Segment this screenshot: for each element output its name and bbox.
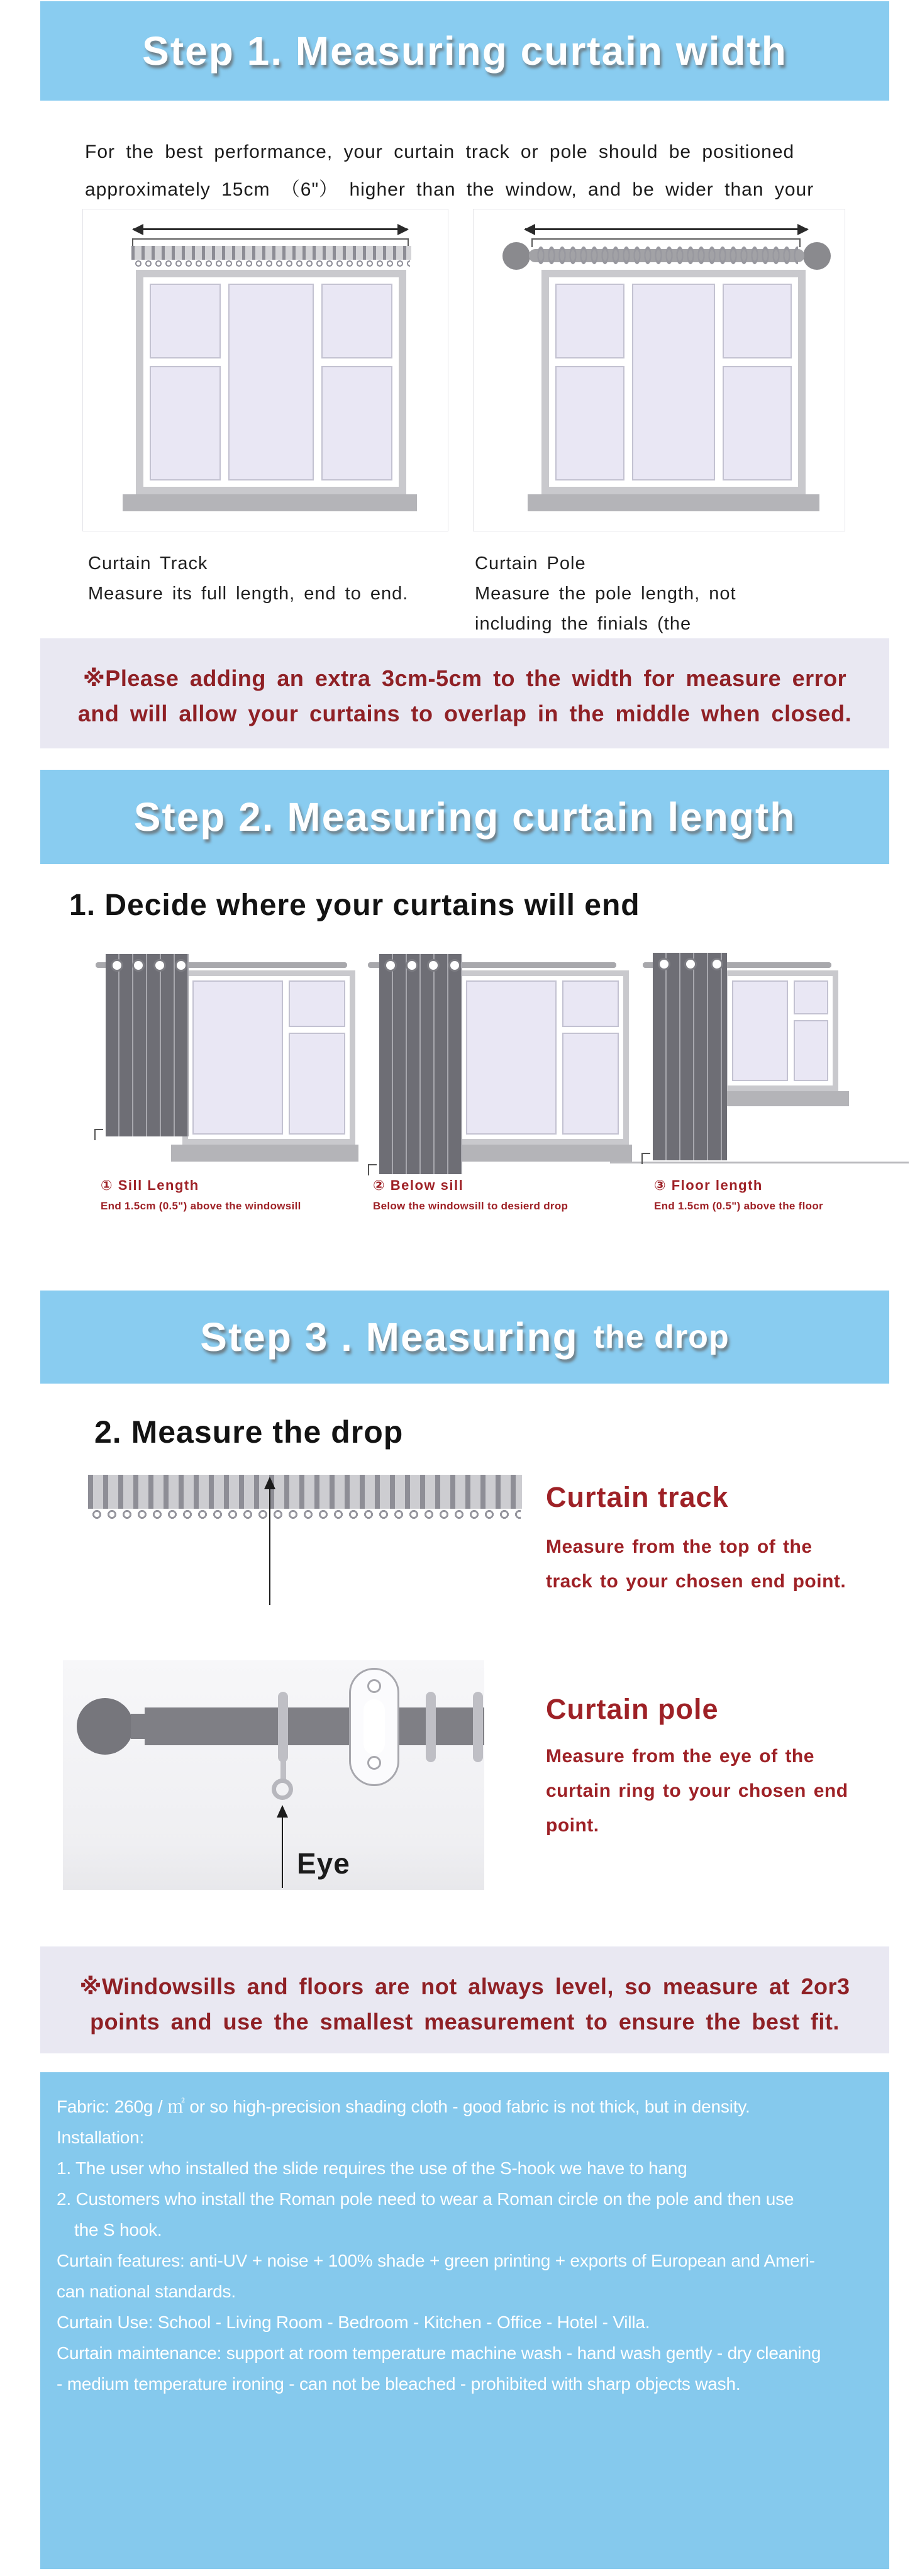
window-pane bbox=[228, 284, 314, 480]
floor-line bbox=[610, 1162, 909, 1163]
step3-banner-title: Step 3 . Measuring bbox=[200, 1314, 579, 1360]
pole-caption bbox=[475, 548, 736, 639]
pole-finial bbox=[502, 242, 530, 270]
step1-banner bbox=[40, 1, 889, 101]
window-pane bbox=[723, 284, 792, 358]
pole-caption-body-line2: including the finials (the bbox=[475, 614, 692, 634]
curtain-panel bbox=[653, 953, 727, 1160]
window-pane bbox=[150, 366, 221, 480]
track-drop-body bbox=[546, 1530, 846, 1599]
curtain-pole-diagram bbox=[473, 209, 845, 531]
measure-mark bbox=[641, 1153, 650, 1164]
grommet bbox=[406, 959, 418, 972]
pole-drop-title: Curtain pole bbox=[546, 1693, 719, 1725]
window-illustration bbox=[722, 970, 838, 1091]
window-pane bbox=[466, 980, 557, 1135]
bracket-slot bbox=[363, 1699, 385, 1755]
eye-arrow-icon bbox=[282, 1818, 283, 1888]
track-drop-line1: Measure from the top of the bbox=[546, 1536, 813, 1557]
measure-mark bbox=[368, 1164, 377, 1175]
footer-line-maintenance-2: - medium temperature ironing - can not be bleached - prohibited with sharp objects wash. bbox=[57, 2374, 741, 2394]
sill-length-desc: End 1.5cm (0.5") above the windowsill bbox=[101, 1200, 301, 1212]
step1-banner-title: Step 1. Measuring curtain width bbox=[142, 28, 787, 74]
sill-length-caption bbox=[101, 1177, 301, 1213]
curtain-panel bbox=[379, 954, 462, 1174]
windowsill bbox=[528, 494, 819, 511]
window-pane bbox=[289, 1033, 345, 1135]
below-sill-scene bbox=[362, 940, 632, 1179]
window-pane bbox=[794, 980, 828, 1014]
pole-caption-body-line1: Measure the pole length, not bbox=[475, 584, 736, 604]
window-pane bbox=[632, 284, 715, 480]
track-drop-title: Curtain track bbox=[546, 1481, 729, 1513]
grommet bbox=[658, 958, 670, 970]
sill-length-title: ① Sill Length bbox=[101, 1177, 199, 1193]
step1-intro-line2: approximately 15cm （6"） higher than the window, and be wider than your bbox=[85, 179, 814, 200]
step3-banner bbox=[40, 1291, 889, 1384]
below-sill-title: ② Below sill bbox=[373, 1177, 464, 1193]
step2-banner bbox=[40, 770, 889, 864]
ring-stem bbox=[280, 1761, 286, 1780]
pole-caption-title: Curtain Pole bbox=[475, 553, 586, 574]
window-pane bbox=[555, 284, 624, 358]
windowsill bbox=[445, 1145, 632, 1162]
sill-length-scene bbox=[88, 940, 358, 1179]
window-pane bbox=[555, 366, 624, 480]
window-illustration bbox=[456, 970, 629, 1145]
window-column bbox=[732, 980, 788, 1081]
window-column bbox=[466, 980, 557, 1135]
ring-eye bbox=[272, 1779, 293, 1800]
eye-label: Eye bbox=[297, 1847, 350, 1880]
pole-rings bbox=[535, 242, 798, 270]
window-pane bbox=[562, 980, 619, 1027]
pole-ring bbox=[278, 1692, 288, 1762]
windowsill bbox=[712, 1091, 849, 1106]
width-note-line2: and will allow your curtains to overlap in the middle when closed. bbox=[77, 701, 852, 726]
window-pane bbox=[562, 1033, 619, 1135]
window-pane bbox=[321, 366, 392, 480]
grommet bbox=[427, 959, 440, 972]
measure-drop-heading: 2. Measure the drop bbox=[94, 1414, 404, 1450]
width-arrow-icon bbox=[133, 228, 408, 230]
width-measure-note bbox=[40, 638, 889, 748]
window-pane bbox=[723, 366, 792, 480]
level-measure-note bbox=[40, 1946, 889, 2053]
step1-intro-line1: For the best performance, your curtain track or pole should be positioned bbox=[85, 142, 795, 162]
footer-line-install-2b: the S hook. bbox=[74, 2220, 162, 2240]
width-note-line1: ※Please adding an extra 3cm-5cm to the width for measure error bbox=[82, 665, 847, 691]
window-column bbox=[321, 284, 392, 480]
step3-banner-subtitle: the drop bbox=[593, 1319, 730, 1355]
decide-end-heading: 1. Decide where your curtains will end bbox=[69, 889, 640, 922]
curtain-track-bar bbox=[88, 1475, 522, 1509]
drop-arrow-icon bbox=[269, 1489, 270, 1605]
window-pane bbox=[150, 284, 221, 358]
pole-drop-line1: Measure from the eye of the bbox=[546, 1746, 814, 1767]
bracket-screw-hole bbox=[367, 1756, 381, 1770]
window-pane bbox=[794, 1020, 828, 1081]
track-gliders bbox=[89, 1509, 521, 1521]
level-note-line1: ※Windowsills and floors are not always level, so measure at 2or3 bbox=[79, 1974, 850, 1999]
windowsill bbox=[171, 1145, 358, 1162]
window-column bbox=[794, 980, 828, 1081]
track-drop-line2: track to your chosen end point. bbox=[546, 1571, 846, 1592]
window-column bbox=[150, 284, 221, 480]
step2-banner-title: Step 2. Measuring curtain length bbox=[133, 794, 796, 840]
footer-line-features: Curtain features: anti-UV + noise + 100% shade + green printing + exports of European and Ameri- bbox=[57, 2251, 815, 2270]
window-column bbox=[632, 284, 715, 480]
pole-drop-line2: curtain ring to your chosen end bbox=[546, 1780, 848, 1801]
footer-line-use: Curtain Use: School - Living Room - Bedroom - Kitchen - Office - Hotel - Villa. bbox=[57, 2312, 650, 2332]
windowsill bbox=[123, 494, 417, 511]
window-illustration bbox=[182, 970, 355, 1145]
window-column bbox=[228, 284, 314, 480]
pole-ring bbox=[426, 1692, 436, 1762]
grommet bbox=[175, 959, 187, 972]
grommet bbox=[684, 958, 697, 970]
grommet bbox=[153, 959, 166, 972]
window-illustration bbox=[541, 270, 806, 494]
window-column bbox=[289, 980, 345, 1135]
width-arrow-icon bbox=[525, 228, 807, 230]
pole-finial bbox=[77, 1698, 133, 1755]
footer-line-install-2: 2. Customers who install the Roman pole need to wear a Roman circle on the pole and then use bbox=[57, 2189, 794, 2209]
curtain-track-diagram bbox=[82, 209, 448, 531]
window-illustration bbox=[136, 270, 406, 494]
floor-length-title: ③ Floor length bbox=[654, 1177, 763, 1193]
measure-mark bbox=[94, 1129, 103, 1140]
grommet bbox=[132, 959, 145, 972]
footer-line-fabric: Fabric: 260g / ㎡ or so high-precision shading cloth - good fabric is not thick, but in density. bbox=[57, 2097, 750, 2116]
floor-length-desc: End 1.5cm (0.5") above the floor bbox=[654, 1200, 823, 1212]
pole-drop-line3: point. bbox=[546, 1815, 599, 1836]
window-pane bbox=[732, 980, 788, 1081]
curtain-panel bbox=[106, 954, 189, 1136]
pole-eye-illustration bbox=[63, 1660, 484, 1890]
footer-line-install-1: 1. The user who installed the slide requires the use of the S-hook we have to hang bbox=[57, 2158, 687, 2178]
pole-drop-body bbox=[546, 1739, 848, 1843]
grommet bbox=[711, 958, 723, 970]
curtain-track-bar bbox=[131, 246, 411, 260]
track-gliders bbox=[133, 260, 410, 268]
grommet bbox=[384, 959, 397, 972]
floor-length-scene bbox=[641, 940, 910, 1179]
grommet bbox=[111, 959, 123, 972]
window-column bbox=[723, 284, 792, 480]
window-pane bbox=[321, 284, 392, 358]
grommet bbox=[448, 959, 461, 972]
track-caption-body: Measure its full length, end to end. bbox=[88, 584, 409, 604]
window-pane bbox=[192, 980, 283, 1135]
level-note-line2: points and use the smallest measurement to ensure the best fit. bbox=[90, 2009, 840, 2035]
step1-intro bbox=[85, 133, 814, 209]
window-column bbox=[555, 284, 624, 480]
below-sill-caption bbox=[373, 1177, 568, 1213]
pole-ring bbox=[473, 1692, 483, 1762]
pole-finial bbox=[803, 242, 831, 270]
window-pane bbox=[289, 980, 345, 1027]
below-sill-desc: Below the windowsill to desierd drop bbox=[373, 1200, 569, 1212]
track-caption bbox=[88, 548, 408, 609]
floor-length-caption bbox=[654, 1177, 823, 1213]
product-info-panel bbox=[40, 2072, 889, 2569]
footer-line-installation: Installation: bbox=[57, 2128, 145, 2147]
track-caption-title: Curtain Track bbox=[88, 553, 208, 574]
bracket-screw-hole bbox=[367, 1679, 381, 1693]
footer-line-features-2: can national standards. bbox=[57, 2282, 236, 2301]
window-column bbox=[192, 980, 283, 1135]
window-column bbox=[562, 980, 619, 1135]
footer-line-maintenance: Curtain maintenance: support at room temperature machine wash - hand wash gently - dry cleaning bbox=[57, 2343, 821, 2363]
